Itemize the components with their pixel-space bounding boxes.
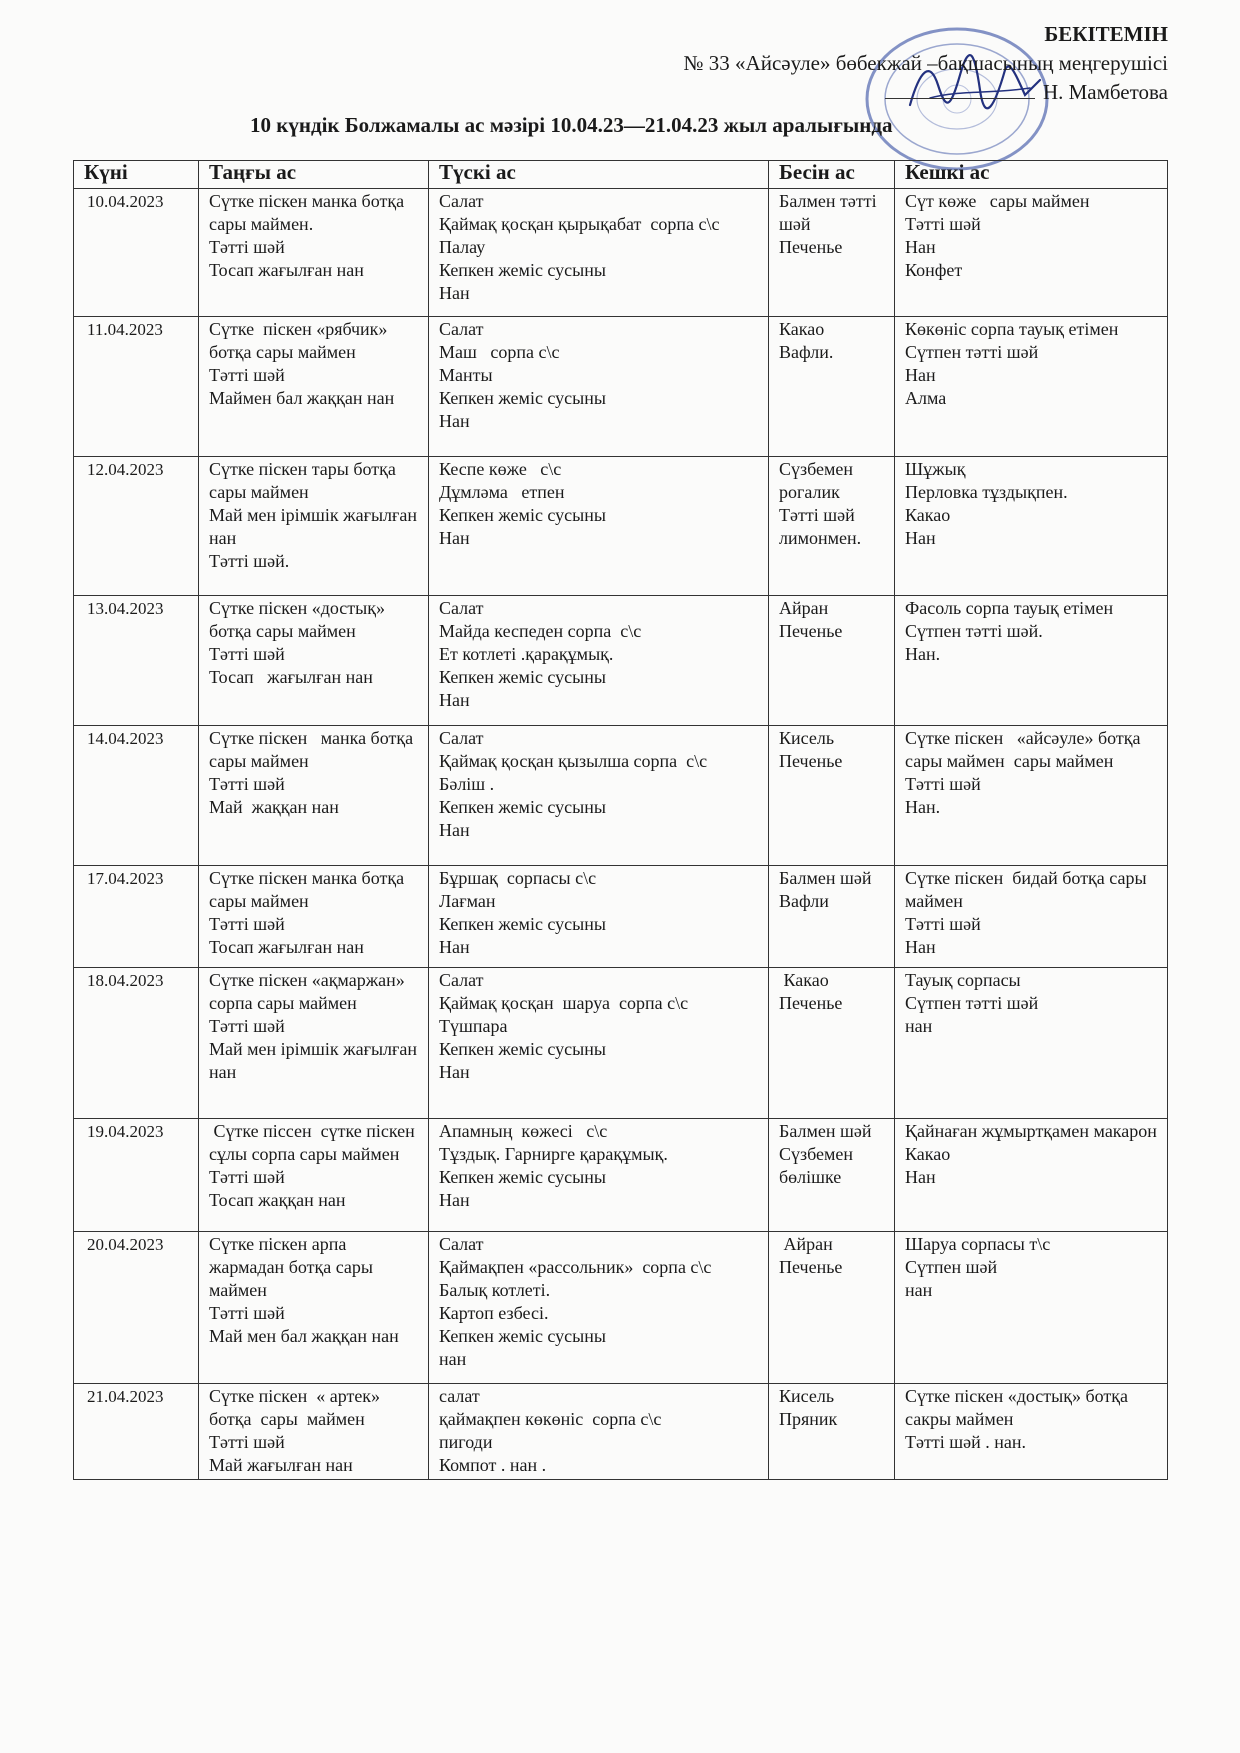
menu-item: Салат [439,1234,484,1254]
menu-item: Дұмләма етпен [439,482,565,502]
snack-cell [769,1232,895,1384]
menu-item: Тұздық. Гарнирге қарақұмық. [439,1144,668,1164]
column-header-snack: Бесін ас [769,161,895,189]
date-cell: 10.04.2023 [74,189,199,317]
menu-item: Пряник [779,1409,838,1429]
table-row [74,1384,1168,1480]
menu-item: Тосап жағылған нан [209,667,373,687]
menu-item: Тәтті шәй [209,1303,285,1323]
menu-item: Тәтті шәй [209,914,285,934]
menu-item: Тәтті шәй [209,365,285,385]
menu-item: Печенье [779,621,843,641]
menu-item: Салат [439,970,484,990]
menu-item: Кисель [779,728,835,748]
menu-item: Тосап жаққан нан [209,1190,346,1210]
dinner-cell [895,189,1168,317]
menu-item: Тәтті шәй [905,214,981,234]
menu-table [73,160,1168,1480]
menu-item: Тәтті шәй. [209,551,290,571]
menu-item: Нан [905,365,936,385]
date-cell: 11.04.2023 [74,317,199,457]
breakfast-cell [199,1119,429,1232]
menu-item: Қаймақ қосқан шаруа сорпа с\с [439,993,689,1013]
menu-item: Сүтке піскен «достық» ботқа сакры маймен [905,1386,1133,1429]
date-cell: 17.04.2023 [74,866,199,968]
menu-item: Алма [905,388,947,408]
menu-item: Компот . нан . [439,1455,547,1475]
table-row [74,189,1168,317]
date-cell: 14.04.2023 [74,726,199,866]
breakfast-cell [199,317,429,457]
menu-item: Кепкен жеміс сусыны [439,260,606,280]
menu-item: Маймен бал жаққан нан [209,388,395,408]
dinner-cell [895,726,1168,866]
menu-item: Печенье [779,1257,843,1277]
date-cell: 13.04.2023 [74,596,199,726]
dinner-cell [895,1119,1168,1232]
menu-item: Сүтке піскен манка ботқа сары маймен [209,868,409,911]
breakfast-cell [199,1232,429,1384]
menu-item: Тәтті шәй [209,1432,285,1452]
lunch-cell [429,866,769,968]
menu-item: Лағман [439,891,496,911]
menu-item: Айран [779,598,829,618]
menu-item: Нан [439,411,470,431]
menu-item: Салат [439,319,484,339]
menu-item: Кепкен жеміс сусыны [439,1326,606,1346]
menu-item: Тосап жағылған нан [209,937,364,957]
menu-item: Сүтке піскен манка ботқа сары маймен [209,728,423,771]
snack-cell [769,596,895,726]
lunch-cell [429,457,769,596]
menu-item: қаймақпен көкөніс сорпа с\с [439,1409,662,1429]
lunch-cell [429,1384,769,1480]
menu-item: Фасоль сорпа тауық етімен [905,598,1114,618]
menu-item: Кепкен жеміс сусыны [439,1039,606,1059]
menu-item: Нан. [905,797,941,817]
menu-item: Кепкен жеміс сусыны [439,388,606,408]
menu-item: Палау [439,237,486,257]
table-row [74,1232,1168,1384]
table-row [74,968,1168,1119]
menu-item: Нан [905,237,936,257]
menu-item: Салат [439,598,484,618]
menu-item: Балық котлеті. [439,1280,551,1300]
column-header-breakfast: Таңғы ас [199,161,429,189]
menu-item: Перловка тұздықпен. [905,482,1068,502]
director-name: Н. Мамбетова [1042,80,1168,104]
menu-item: Кепкен жеміс сусыны [439,667,606,687]
menu-item: Қаймақ қосқан қырықабат сорпа с\с [439,214,720,234]
document-title: 10 күндік Болжамалы ас мәзірі 10.04.23—21.04.23 жыл аралығында [250,113,893,137]
menu-item: Маш сорпа с\с [439,342,560,362]
menu-item: Айран [779,1234,833,1254]
table-header-row [74,161,1168,189]
menu-item: Май мен ірімшік жағылған нан [209,1039,422,1082]
snack-cell [769,866,895,968]
dinner-cell [895,866,1168,968]
menu-item: Сүтке піскен «достық» ботқа сары маймен [209,598,390,641]
menu-item: Кисель [779,1386,835,1406]
approve-heading: БЕКІТЕМІН [1044,22,1168,46]
lunch-cell [429,317,769,457]
snack-cell [769,968,895,1119]
menu-item: Тәтті шәй [209,644,285,664]
menu-item: Майда кеспеден сорпа с\с [439,621,642,641]
menu-item: Тәтті шәй [905,774,981,794]
breakfast-cell [199,457,429,596]
menu-item: Какао [779,319,825,339]
menu-item: Шаруа сорпасы т\с [905,1234,1051,1254]
menu-item: Тауық сорпасы [905,970,1021,990]
dinner-cell [895,1232,1168,1384]
breakfast-cell [199,866,429,968]
menu-item: Тәтті шәй [209,1167,285,1187]
menu-item: Какао [905,1144,951,1164]
menu-item: Кепкен жеміс сусыны [439,505,606,525]
menu-item: Нан [905,528,936,548]
date-cell: 12.04.2023 [74,457,199,596]
menu-item: Сүтке піскен манка ботқа сары маймен. [209,191,409,234]
menu-item: Сүзбемен бөлішке [779,1144,858,1187]
menu-item: Манты [439,365,493,385]
menu-item: Нан [439,937,470,957]
menu-item: Сүтпен тәтті шәй [905,993,1039,1013]
date-cell: 21.04.2023 [74,1384,199,1480]
menu-item: Сүтке піскен бидай ботқа сары маймен [905,868,1152,911]
menu-item: Май мен бал жаққан нан [209,1326,399,1346]
dinner-cell [895,596,1168,726]
menu-item: Сүтке піскен тары ботқа сары маймен [209,459,405,502]
lunch-cell [429,968,769,1119]
menu-item: нан [905,1280,933,1300]
date-cell: 20.04.2023 [74,1232,199,1384]
menu-item: Какао [779,970,829,990]
snack-cell [769,1384,895,1480]
table-row [74,726,1168,866]
breakfast-cell [199,189,429,317]
snack-cell [769,726,895,866]
menu-item: Балмен шәй [779,868,872,888]
column-header-date: Күні [74,161,199,189]
menu-item: пигоди [439,1432,493,1452]
menu-item: салат [439,1386,480,1406]
menu-item: Май жағылған нан [209,1455,353,1475]
menu-item: Сүзбемен рогалик [779,459,858,502]
menu-item: Сүтпен шәй [905,1257,998,1277]
breakfast-cell [199,726,429,866]
column-header-lunch: Түскі ас [429,161,769,189]
table-row [74,457,1168,596]
menu-item: Тәтті шәй . нан. [905,1432,1026,1452]
menu-item: Сүтке піссен сүтке піскен сұлы сорпа сары маймен [209,1121,420,1164]
menu-item: нан [905,1016,933,1036]
menu-item: Салат [439,191,484,211]
menu-item: Балмен шәй [779,1121,872,1141]
menu-item: Сүтке піскен «рябчик» ботқа сары маймен [209,319,392,362]
menu-item: Кеспе көже с\с [439,459,562,479]
snack-cell [769,317,895,457]
menu-item: Май жаққан нан [209,797,339,817]
menu-item: Тәтті шәй [209,237,285,257]
menu-item: Тәтті шәй [209,1016,285,1036]
approver-signature-line [684,78,1169,107]
menu-item: Нан [905,937,936,957]
menu-item: Тәтті шәй лимонмен. [779,505,862,548]
menu-item: Нан [905,1167,936,1187]
menu-item: Печенье [779,751,843,771]
menu-item: Көкөніс сорпа тауық етімен [905,319,1119,339]
menu-item: Печенье [779,993,843,1013]
menu-item: нан [439,1349,467,1369]
menu-item: Ет котлеті .қарақұмық. [439,644,614,664]
column-header-dinner: Кешкі ас [895,161,1168,189]
menu-item: Қаймақ қосқан қызылша сорпа с\с [439,751,708,771]
lunch-cell [429,1119,769,1232]
menu-item: Вафли. [779,342,834,362]
menu-item: Шұжық [905,459,966,479]
menu-item: Нан. [905,644,941,664]
menu-item: Апамның көжесі с\с [439,1121,608,1141]
approval-block [684,20,1169,107]
approver-position: № 33 «Айсәуле» бөбекжай –бақшасының меңгерушісі [683,51,1168,75]
menu-item: Қаймақпен «рассольник» сорпа с\с [439,1257,712,1277]
menu-item: Тәтті шәй [905,914,981,934]
menu-item: Сүтке піскен «ақмаржан» сорпа сары маймен [209,970,410,1013]
menu-item: Нан [439,283,470,303]
menu-item: Нан [439,1062,470,1082]
lunch-cell [429,596,769,726]
menu-item: Салат [439,728,484,748]
dinner-cell [895,968,1168,1119]
menu-item: Какао [905,505,951,525]
menu-item: Нан [439,528,470,548]
menu-item: Кепкен жеміс сусыны [439,1167,606,1187]
menu-item: Сүтке піскен «айсәуле» ботқа сары маймен сары маймен [905,728,1146,771]
table-row [74,317,1168,457]
breakfast-cell [199,596,429,726]
snack-cell [769,1119,895,1232]
dinner-cell [895,1384,1168,1480]
signature-line [885,80,1035,99]
menu-item: Сүтке піскен « артек» ботқа сары маймен [209,1386,385,1429]
date-cell: 19.04.2023 [74,1119,199,1232]
table-row [74,596,1168,726]
menu-item: Нан [439,1190,470,1210]
menu-item: Май мен ірімшік жағылған нан [209,505,422,548]
dinner-cell [895,317,1168,457]
menu-item: Тәтті шәй [209,774,285,794]
menu-item: Бұршақ сорпасы с\с [439,868,597,888]
menu-item: Вафли [779,891,829,911]
date-cell: 18.04.2023 [74,968,199,1119]
menu-item: Нан [439,690,470,710]
snack-cell [769,457,895,596]
menu-item: Сүтпен тәтті шәй [905,342,1039,362]
menu-item: Кепкен жеміс сусыны [439,914,606,934]
menu-item: Нан [439,820,470,840]
breakfast-cell [199,968,429,1119]
menu-item: Бәліш . [439,774,495,794]
snack-cell [769,189,895,317]
menu-item: Конфет [905,260,963,280]
menu-item: Сүтпен тәтті шәй. [905,621,1043,641]
menu-item: Балмен тәтті шәй [779,191,882,234]
menu-item: Тосап жағылған нан [209,260,364,280]
breakfast-cell [199,1384,429,1480]
lunch-cell [429,726,769,866]
menu-item: Түшпара [439,1016,508,1036]
menu-item: Картоп езбесі. [439,1303,549,1323]
menu-item: Печенье [779,237,843,257]
table-row [74,866,1168,968]
menu-item: Сүт көже сары маймен [905,191,1090,211]
table-row [74,1119,1168,1232]
menu-item: Сүтке піскен арпа жармадан ботқа сары маймен [209,1234,378,1300]
menu-item: Қайнаған жұмыртқамен макарон [905,1121,1157,1141]
menu-item: Кепкен жеміс сусыны [439,797,606,817]
lunch-cell [429,189,769,317]
dinner-cell [895,457,1168,596]
lunch-cell [429,1232,769,1384]
